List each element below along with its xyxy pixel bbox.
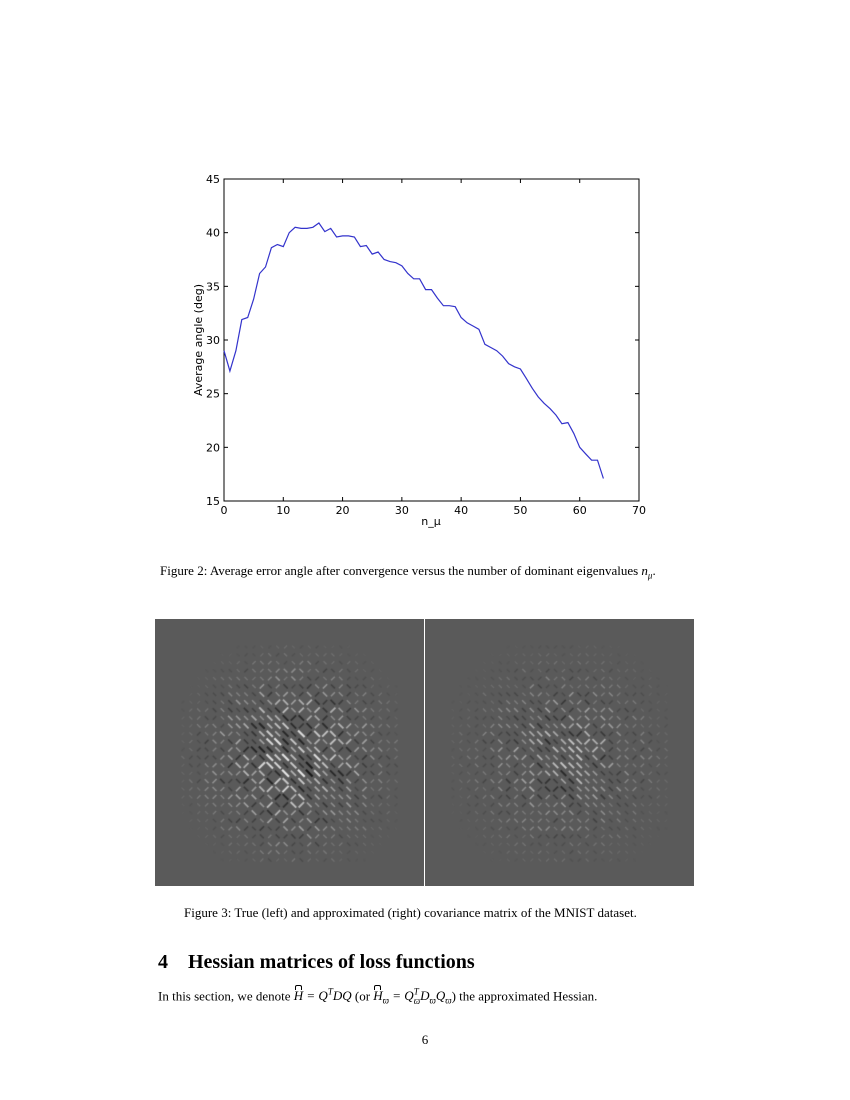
y-tick-label: 35 — [206, 280, 220, 294]
x-tick-label: 50 — [513, 504, 528, 517]
x-tick-label: 0 — [220, 504, 228, 517]
x-tick-label: 40 — [454, 504, 469, 517]
y-tick-label: 15 — [206, 495, 220, 508]
approx-covariance-image — [425, 619, 694, 886]
x-tick-label: 30 — [394, 504, 409, 517]
true-covariance-image — [155, 619, 424, 886]
figure3-caption: Figure 3: True (left) and approximated (right) covariance matrix of the MNIST dataset. — [184, 905, 637, 920]
figure2-caption-text: Figure 2: Average error angle after convergence versus the number of dominant eigenvalues — [160, 563, 642, 578]
x-tick-label: 70 — [632, 504, 646, 517]
series-line — [224, 223, 603, 479]
y-tick-label: 20 — [206, 441, 220, 455]
x-axis-label: n_μ — [421, 515, 441, 528]
hessian-formula: $H = Q^TDQ$ — [293, 987, 352, 1004]
figure2-chart — [0, 0, 850, 540]
section-title: Hessian matrices of loss functions — [188, 951, 475, 973]
y-tick-label: 40 — [206, 226, 220, 240]
x-tick-label: 10 — [276, 504, 291, 517]
hessian-approx-formula: $H_ϖ = Q^T_ϖD_ϖQ_ϖ$ — [373, 987, 452, 1006]
y-tick-label: 25 — [206, 387, 220, 401]
y-tick-label: 30 — [206, 334, 220, 347]
section-heading — [158, 951, 475, 974]
figure3-images — [155, 619, 694, 886]
axis-ticks — [224, 179, 639, 501]
tick-labels — [206, 173, 646, 517]
section-number: 4 — [158, 951, 168, 973]
y-axis-label: Average angle (deg) — [192, 284, 205, 396]
figure2-caption-math: $n_\mu$ — [641, 563, 653, 581]
section-paragraph: In this section, we denote $H = Q^TDQ$ (or $H_ϖ = Q^T_ϖD_ϖQ_ϖ$) the approximated Hessian. — [158, 987, 598, 1006]
page-number: 6 — [421, 1032, 429, 1047]
figure2-caption: Figure 2: Average error angle after convergence versus the number of dominant eigenvalues $n_\mu$. — [160, 563, 656, 581]
x-tick-label: 20 — [335, 504, 350, 517]
plot-frame — [224, 179, 639, 501]
x-tick-label: 60 — [572, 504, 587, 517]
y-tick-label: 45 — [206, 173, 220, 186]
